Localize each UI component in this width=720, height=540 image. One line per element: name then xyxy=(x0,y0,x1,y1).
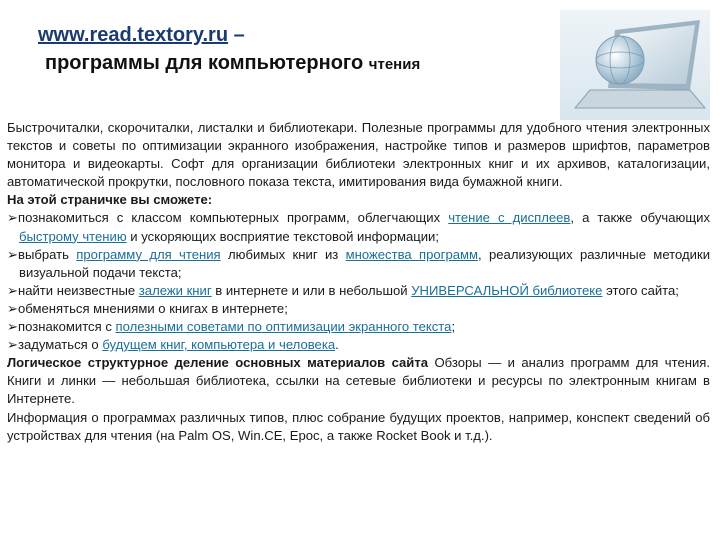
link-speed-reading[interactable]: быстрому чтению xyxy=(19,228,127,244)
list-item xyxy=(7,246,710,282)
link-screen-text-tips[interactable]: полезными советами по оптимизации экранного текста xyxy=(115,319,452,335)
bullet-text: обменяться мнениями о книгах в интернете; xyxy=(17,300,288,316)
bullet-text: найти неизвестные xyxy=(17,282,139,298)
site-url: www.read.textory.ru xyxy=(38,24,229,46)
link-reading-program[interactable]: программу для чтения xyxy=(76,246,221,262)
link-many-programs[interactable]: множества программ xyxy=(345,246,479,262)
logical-text: Обзоры — и анализ программ для чтения. Книги и линки — небольшая библиотека, ссылки на сетевые библиотеки и ресурсы по электронным книгам в Интернете. xyxy=(7,355,711,407)
logical-paragraph xyxy=(7,354,710,408)
link-book-deposits[interactable]: залежи книг xyxy=(138,282,212,298)
laptop-icon xyxy=(560,10,710,120)
bullet-text: , реализующих различные методики визуальной подачи текста; xyxy=(19,246,711,280)
bullet-text: выбрать xyxy=(17,246,77,262)
arrow-bullet-icon: ➢ xyxy=(7,246,18,262)
link-universal-library[interactable]: УНИВЕРСАЛЬНОЙ библиотеке xyxy=(411,282,603,298)
logical-heading: Логическое структурное деление основных материалов сайта xyxy=(7,355,429,371)
link-display-reading[interactable]: чтение с дисплеев xyxy=(448,210,571,226)
title-line1 xyxy=(38,24,245,47)
body-text xyxy=(7,119,710,445)
arrow-bullet-icon: ➢ xyxy=(7,282,18,298)
arrow-bullet-icon: ➢ xyxy=(7,300,18,316)
arrow-bullet-icon: ➢ xyxy=(7,319,18,335)
title-dash: – xyxy=(228,24,245,46)
intro-paragraph: Быстрочиталки, скорочиталки, листалки и библиотекари. Полезные программы для удобного чтения электронных текстов и советы по оптимизации экранного изображения, настройке типов и размеров шрифтов, параметров монитора и видеокарты. Софт для организации библиотеки электронных книг и их архивов, каталогизации, автоматической прокрутки, пословного показа текста, имитирования вида бумажной книги. xyxy=(7,120,710,190)
laptop-image xyxy=(560,10,710,120)
bullet-text: . xyxy=(335,337,339,353)
title-line2 xyxy=(45,52,420,75)
bullet-text: познакомится с xyxy=(17,319,116,335)
list-item xyxy=(7,282,710,300)
list-item xyxy=(7,209,710,245)
bullet-text: в интернете и или в небольшой xyxy=(211,282,412,298)
info-paragraph: Информация о программах различных типов, плюс собрание будущих проектов, например, конспект сведений об устройствах для чтения (на Palm OS, Win.CE, Epoc, а также Rocket Book и т.д.). xyxy=(7,409,710,443)
can-heading: На этой страничке вы сможете: xyxy=(7,192,213,208)
bullet-text: этого сайта; xyxy=(602,282,679,298)
bullet-text: , а также обучающих xyxy=(570,210,710,226)
list-item xyxy=(7,336,710,354)
list-item xyxy=(7,300,710,318)
arrow-bullet-icon: ➢ xyxy=(7,210,18,226)
link-future-books[interactable]: будущем книг, компьютера и человека xyxy=(102,337,336,353)
title-small: чтения xyxy=(368,56,421,73)
bullet-text: любимых книг из xyxy=(220,246,346,262)
title-main: программы для компьютерного xyxy=(45,52,364,74)
list-item xyxy=(7,318,710,336)
bullet-text: ; xyxy=(451,319,456,335)
arrow-bullet-icon: ➢ xyxy=(7,337,18,353)
bullet-text: познакомиться с классом компьютерных программ, облегчающих xyxy=(17,210,449,226)
bullet-text: и ускоряющих восприятие текстовой информации; xyxy=(126,228,439,244)
bullet-text: задуматься о xyxy=(17,337,103,353)
